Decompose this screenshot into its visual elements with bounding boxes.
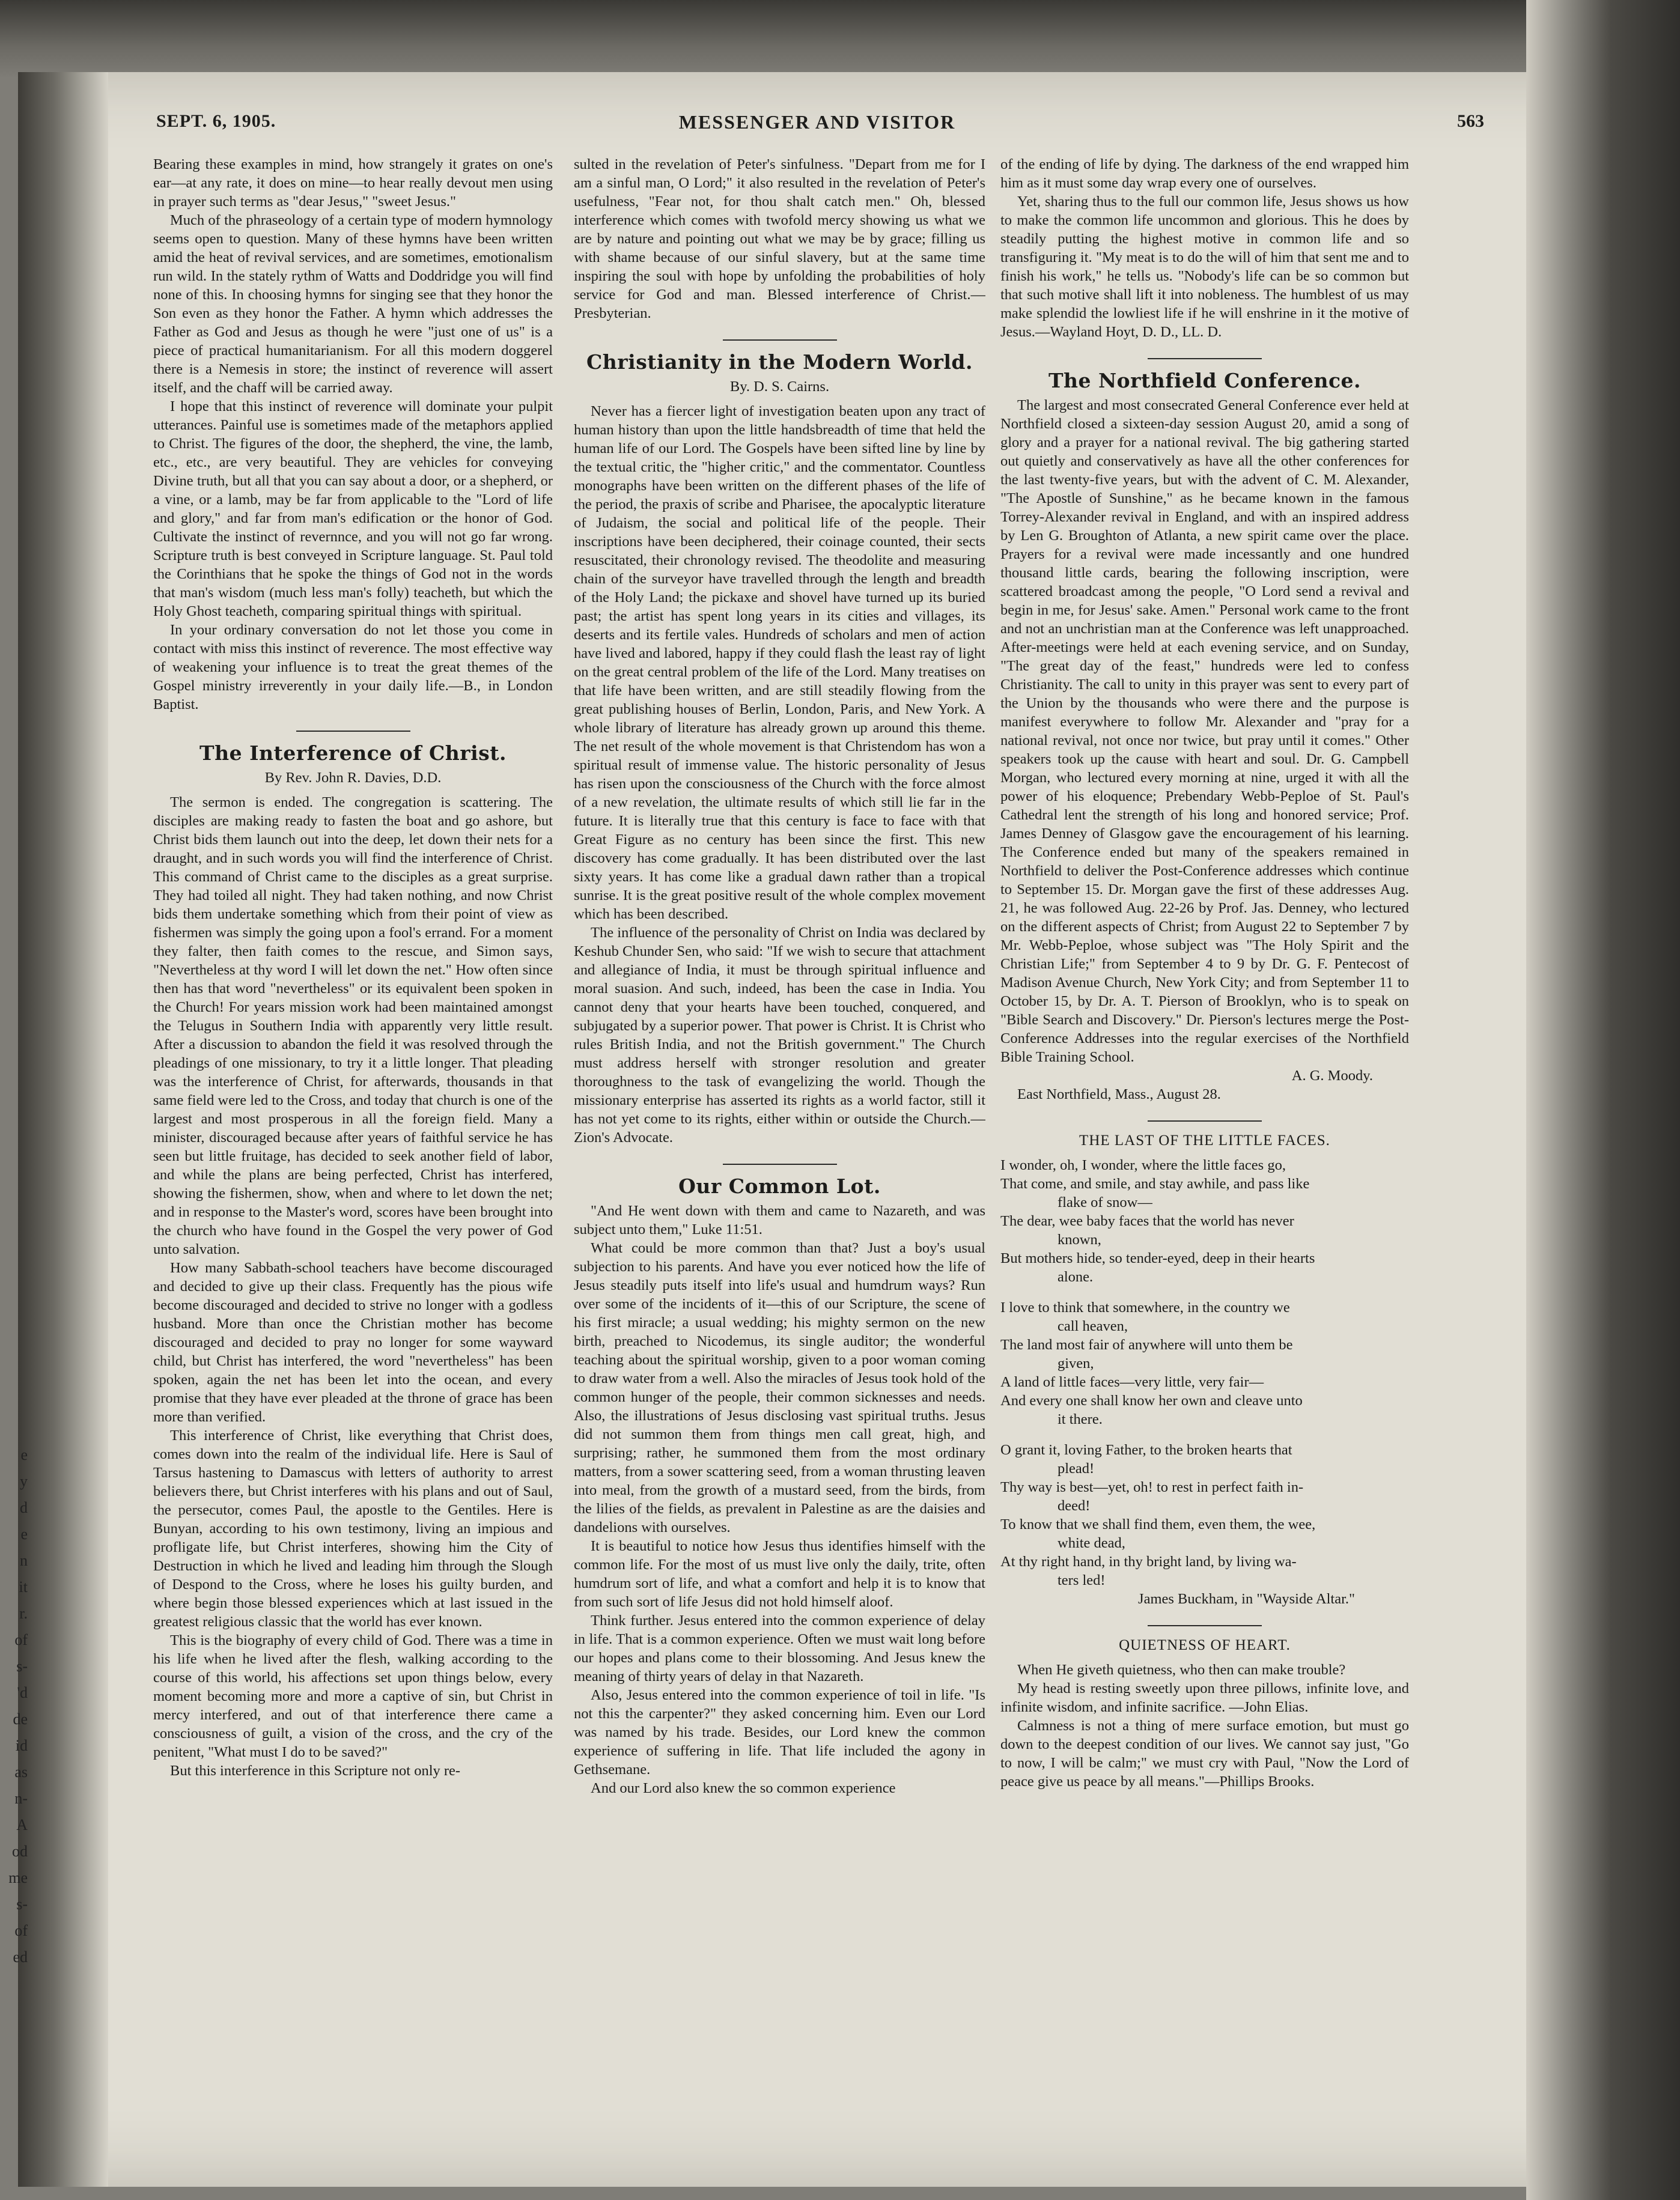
scan-right-edge (1526, 0, 1680, 2200)
paragraph: "And He went down with them and came to Nazareth, and was subject unto them," Luke 11:51. (574, 1203, 985, 1238)
paragraph: of the ending of life by dying. The darkness of the end wrapped him him as it must some day wrap every one of ourselves. (1000, 156, 1409, 191)
common-lot-continuation-text (1000, 155, 1409, 341)
section-divider (1148, 1625, 1262, 1626)
poem-line: The dear, wee baby faces that the world has never (1000, 1213, 1294, 1229)
article-title-christianity: Christianity in the Modern World. (586, 350, 973, 374)
margin-fragment: de (13, 1710, 28, 1728)
poem-line: it there. (1058, 1411, 1103, 1427)
paragraph: It is beautiful to notice how Jesus thus identifies himself with the common life. For the most of us must live only the daily, trite, often humdrum sort of life, and what a comfort and help it is to know that from such sort of life Jesus did not hold himself aloof. (574, 1538, 985, 1610)
paragraph: Bearing these examples in mind, how strangely it grates on one's ear—at any rate, it does on mine—to hear really devout men using in prayer such terms as "dear Jesus," "sweet Jesus." (153, 156, 553, 210)
paragraph: Calmness is not a thing of mere surface emotion, but must go down to the deepest condition of our lives. We cannot say just, "Go to now, I will be calm;" we must cry with Paul, "Now the Lord of peace give us peace by all means."—Phillips Brooks. (1000, 1718, 1409, 1790)
article-title-common-lot: Our Common Lot. (678, 1174, 881, 1198)
article-title-interference: The Interference of Christ. (199, 741, 507, 765)
section-divider (723, 1164, 837, 1165)
margin-fragment: od (12, 1843, 28, 1860)
poem-line: call heaven, (1058, 1318, 1128, 1334)
poem-line: flake of snow— (1058, 1194, 1152, 1211)
margin-fragment: A (16, 1816, 28, 1834)
margin-fragment: me (8, 1869, 28, 1886)
margin-fragment: 'd (17, 1684, 28, 1701)
paragraph: This is the biography of every child of God. There was a time in his life when he lived after the flesh, walking according to the course of this world, his affections set upon things below, every moment becoming more and more a captive of sin, but Christ in mercy interfered, and out of that interference there came a consciousness of guilt, a vision of the cross, and the cry of the penitent, "What must I do to be saved?" (153, 1632, 553, 1760)
section-divider (1148, 1120, 1262, 1122)
poem-credit: James Buckham, in "Wayside Altar." (1138, 1591, 1355, 1607)
poem-line (1000, 1286, 1409, 1298)
paragraph: What could be more common than that? Just a boy's usual subjection to his parents. And have you ever noticed how the life of Jesus steadily puts itself into life's usual and humdrum ways? Run over some of the incidents of it—this of our Scripture, the scene of his first miracle; a usual wedding; his mighty sermon on the new birth, preached to Nicodemus, its single auditor; the wonderful teaching about the spiritual worship, given to a poor woman coming to draw water from a well. Also the miracles of Jesus took hold of the common hunger of the people, their common sicknesses and needs. Also, the illustrations of Jesus disclosing vast spiritual truths. Jesus did not summon them from things men call great, high, and surprising; rather, he summoned them from the most ordinary matters, from a sower scattering seed, from a woman thrusting leaven into meal, from the growth of a mustard seed, from the birds, from the lilies of the fields, as prevalent in Palestine as are the daisies and dandelions with ourselves. (574, 1240, 985, 1536)
signature-moody: A. G. Moody. (1291, 1068, 1373, 1084)
poem-line: But mothers hide, so tender-eyed, deep in their hearts (1000, 1250, 1315, 1266)
scan-left-edge (18, 72, 108, 2187)
margin-fragment: n (20, 1552, 28, 1569)
byline-davies: By Rev. John R. Davies, D.D. (264, 770, 442, 786)
poem-title: THE LAST OF THE LITTLE FACES. (1079, 1132, 1330, 1149)
paragraph: The influence of the personality of Christ on India was declared by Keshub Chunder Sen, who said: "If we wish to secure that attachment and allegiance of India, it must be through spiritual influence and moral suasion. And such, indeed, has been the case in India. You cannot deny that your hearts have been touched, conquered, and subjugated by a superior power. That power is Christ. It is Christ who rules British India, and not the British government." The Church must address herself with stronger resolution and greater thoroughness to the task of evangelizing the world. Though the missionary enterprise has asserted its rights as a world factor, still it has not yet come to its rights, either within or outside the Church.—Zion's Advocate. (574, 925, 985, 1146)
column-3 (1000, 155, 1409, 2174)
quietness-text (1000, 1661, 1409, 1791)
margin-fragment: it (19, 1578, 28, 1596)
byline-cairns: By. D. S. Cairns. (729, 378, 830, 395)
margin-fragment: ed (13, 1948, 28, 1966)
margin-fragment: d (20, 1499, 28, 1516)
paragraph: And our Lord also knew the so common experience (591, 1780, 896, 1796)
margin-fragment: as (14, 1763, 28, 1781)
section-divider (1148, 358, 1262, 359)
poem-line: alone. (1058, 1269, 1094, 1285)
paragraph: This interference of Christ, like everything that Christ does, comes down into the realm of the individual life. Here is Saul of Tarsus hastening to Damascus with letters of authority to arrest believers there, but Christ interferes with his plans and out of Saul, the persecutor, comes Paul, the apostle to the Gentiles. Here is Bunyan, according to his own testimony, living an impious and profligate life, but Christ interferes, showing him the City of Destruction in which he lived and leading him through the Slough of Despond to the Cross, where he loses his guilty burden, and where begin those blessed experiences which at last issued in the greatest religious classic that the world has ever known. (153, 1427, 553, 1630)
reverence-essay-text (153, 155, 553, 714)
left-margin-fragments (0, 1442, 28, 2103)
paragraph: sulted in the revelation of Peter's sinfulness. "Depart from me for I am a sinful man, O Lord;" it also resulted in the revelation of Peter's usefulness, "Fear not, for thou shalt catch men." Oh, blessed interference which comes with twofold mercy showing us what we are by nature and pointing out what we may be by grace; filling us with shame because of our sinful slavery, but at the same time inspiring the soul with hope by unfolding the probabilities of holy service for God and man. Blessed interference of Christ.—Presbyterian. (574, 156, 985, 321)
paragraph: My head is resting sweetly upon three pillows, infinite love, and infinite wisdom, and infinite sacrifice. —John Elias. (1000, 1680, 1409, 1715)
poem-line: And every one shall know her own and cleave unto (1000, 1393, 1303, 1409)
margin-fragment: r. (19, 1605, 28, 1622)
margin-fragment: n- (14, 1790, 28, 1807)
margin-fragment: s- (16, 1658, 28, 1675)
poem-line: To know that we shall find them, even them, the wee, (1000, 1516, 1316, 1533)
article-title-northfield: The Northfield Conference. (1048, 369, 1362, 392)
paragraph: Yet, sharing thus to the full our common life, Jesus shows us how to make the common life uncommon and glorious. This he does by steadily putting the highest motive in common life and so transfiguring it. "My meat is to do the will of him that sent me and to finish his work," he tells us. "Nobody's life can be so common but that such motive shall lift it into nobleness. The humblest of us may make splendid the lowliest life if he will enshrine in it the motive of Jesus.—Wayland Hoyt, D. D., LL. D. (1000, 193, 1409, 340)
paragraph: The sermon is ended. The congregation is scattering. The disciples are making ready to fasten the boat and go ashore, but Christ bids them launch out into the deep, let down their nets for a draught, and in such words you will find the interference of Christ. This command of Christ came to the disciples as a great surprise. They had toiled all night. They had taken nothing, and now Christ bids them undertake something which from their point of view as fishermen was simply the going upon a fool's errand. For a moment they falter, then faith comes to the rescue, and Simon says, "Nevertheless at thy word I will let down the net." How often since then has that word "nevertheless" or its equivalent been spoken in the Church! For years mission work had been maintained amongst the Telugus in Southern India with apparently very little result. After a discussion to abandon the field it was resolved through the pleadings of one missionary, to try it a little longer. That pleading was the interference of Christ, for afterwards, thousands in that same field were led to the Cross, and today that church is one of the largest and most prosperous in all the foreign field. Many a minister, discouraged because after years of faithful service he has seen but little fruitage, has decided to seek another field of labor, and while the plans are being perfected, Christ has interfered, showing the fishermen, show, when and where to let down the net; and in response to the Master's word, scores have been brought into the church who have found in the Gospel the very power of God unto salvation. (153, 794, 553, 1257)
interference-article-text (153, 793, 553, 1780)
poem-line: At thy right hand, in thy bright land, by living wa- (1000, 1554, 1297, 1570)
margin-fragment: y (20, 1472, 28, 1490)
publication-title: MESSENGER AND VISITOR (678, 111, 956, 133)
poem-line: I wonder, oh, I wonder, where the little faces go, (1000, 1157, 1286, 1173)
paragraph: The largest and most consecrated General Conference ever held at Northfield closed a sixteen-day session August 20, amid a song of glory and a prayer for a national revival. The big gathering started out quietly and conservatively as have all the other conferences for the last twenty-five years, but with the advent of C. M. Alexander, "The Apostle of Sunshine," as he became known in the famous Torrey-Alexander revival in England, and with an inspired address by Len G. Broughton of Atlanta, a new spirit came over the place. Prayers for a revival were made incessantly and one hundred thousand little cards, bearing the following inscription, were scattered broadcast among the people, "O Lord send a revival and begin in me, for Jesus' sake. Amen." Personal work came to the front and not an unchristian man at the Conference was left unapproached. After-meetings were held at each evening service, and on Sunday, "The great day of the feast," hundreds were led to confess Christianity. The call to unity in this prayer was sent to every part of the Union by the thousands who were there and the purpose is manifest everywhere to follow Mr. Alexander and "pray for a national revival, not once nor twice, but pray until it comes." Other speakers took up the cause with heart and soul. Dr. G. Campbell Morgan, who lectured every morning at nine, urged it with all the power of his eloquence; Prebendary Webb-Peploe of St. Paul's Cathedral lent the strength of his long and honored service; Prof. James Denney of Glasgow gave the encouragement of his learning. The Conference ended but many of the speakers remained in Northfield to deliver the Post-Conference addresses which continue to September 15. Dr. Morgan gave the first of these addresses Aug. 21, he was followed Aug. 22-26 by Prof. Jas. Denney, who lectured on the different aspects of Christ; from August 22 to September 7 by Mr. Webb-Peploe, whose subject was "The Holy Spirit and the Christian Life;" from September 4 to 9 by Dr. G. F. Pentecost of Madison Avenue Church, New York City; and from September 11 to October 15, by Dr. A. T. Pierson of Brooklyn, who is to speak on "Bible Search and Discovery." Dr. Pierson's lectures merge the Post-Conference Addresses into the regular exercises of the Northfield Bible Training School. (1000, 397, 1409, 1065)
section-divider (723, 339, 837, 341)
paragraph: I hope that this instinct of reverence will dominate your pulpit utterances. Painful use is sometimes made of the metaphors applied to Christ. The figures of the door, the shepherd, the vine, the lamb, etc., etc., are very beautiful. They are vehicles for conveying Divine truth, but all that you can say about a door, or a shepherd, or a vine, or a lamb, may be far from applicable to the "Lord of life and glory," and far from man's edification or the honor of God. Cultivate the instinct of revernnce, and you will not go far wrong. Scripture truth is best conveyed in Scripture language. St. Paul told the Corinthians that he spoke the things of God not in the words that man's wisdom (much less man's folly) teacheth, but which the Holy Ghost teacheth, comparing spiritual things with spiritual. (153, 398, 553, 619)
poem-line: A land of little faces—very little, very fair— (1000, 1374, 1264, 1390)
poem-line: deed! (1058, 1498, 1091, 1514)
interference-continuation-text (574, 155, 985, 323)
poem-line: I love to think that somewhere, in the country we (1000, 1299, 1290, 1316)
poem-line: Thy way is best—yet, oh! to rest in perfect faith in- (1000, 1479, 1304, 1495)
dateline-northfield: East Northfield, Mass., August 28. (1017, 1086, 1221, 1102)
poem-line (1000, 1429, 1409, 1441)
northfield-article-text (1000, 396, 1409, 1066)
poem-last-little-faces (1000, 1156, 1409, 1590)
margin-fragment: of (14, 1922, 28, 1939)
paragraph: In your ordinary conversation do not let those you come in contact with miss this instinct of reverence. The most effective way of weakening your influence is to treat the great themes of the Gospel ministry irreverently in your daily life.—B., in London Baptist. (153, 622, 553, 713)
paragraph: How many Sabbath-school teachers have become discouraged and decided to give up their class. Frequently has the pious wife become discouraged and decided to strive no longer with a godless husband. More than once the Christian mother has become discouraged and decided to pray no longer for some wayward child, but Christ has interfered, the word "nevertheless" has been spoken, again the net has been let into the ocean, and every promise that they have ever pleaded at the throne of grace has been more than verified. (153, 1260, 553, 1425)
poem-line: ters led! (1058, 1572, 1106, 1588)
quietness-title: QUIETNESS OF HEART. (1119, 1637, 1291, 1653)
section-divider (296, 731, 410, 732)
paragraph: Much of the phraseology of a certain type of modern hymnology seems open to question. Many of these hymns have been written amid the heat of revival services, and are sometimes, emotionalism run wild. In the stately rythm of Watts and Doddridge you will find none of this. In choosing hymns for singing see that they honor the Son even as they honor the Father. A hymn which addresses the Father as God and Jesus as though he were "just one of us" is a piece of practical humanitarianism. For all this modern doggerel there is a Nemesis in store; the instinct of reverence will assert itself, and the chaff will be carried away. (153, 212, 553, 396)
margin-fragment: e (20, 1525, 28, 1543)
page-number: 563 (1457, 111, 1484, 131)
scan-top-shadow (0, 0, 1680, 78)
column-2 (574, 155, 985, 2174)
poem-line: That come, and smile, and stay awhile, and pass like (1000, 1176, 1310, 1192)
paragraph: Never has a fiercer light of investigation beaten upon any tract of human history than upon the little handsbreadth of time that held the human life of our Lord. The Gospels have been sifted line by line by the textual critic, the "higher critic," and the commentator. Countless monographs have been written on the different phases of the life of the period, the praxis of scribe and Pharisee, the apocalyptic literature of Judaism, the social and political life of the people. Their inscriptions have been deciphered, their coinage counted, their sects resuscitated, their chronology revised. The theodolite and measuring chain of the surveyor have travelled through the length and breadth of the Holy Land; the pickaxe and shovel have turned up its buried past; the artist has spent long years in its cities and villages, its deserts and its fertile vales. Hundreds of scholars and men of action have lived and labored, happy if they could flash the least ray of light on the great central problem of the life of the Lord. Many treatises on that life have been written, and are still steadily flowing from the great publishing houses of Berlin, London, Paris, and New York. A whole library of literature has already grown up around this theme. The net result of the whole movement is that Christendom has won a spiritual result of immense value. The historic personality of Jesus has risen upon the consciousness of the Church with the force almost of a new revelation, the ultimate results of which still lie far in the future. It is literally true that this century is face to face with that Great Figure as no century has been since the first. This new discovery has come gradually. It has been distributed over the last sixty years. It has come like a gradual dawn rather than a tropical sunrise. It is the great positive result of the whole complex movement which has been described. (574, 403, 985, 922)
issue-date: SEPT. 6, 1905. (156, 111, 276, 131)
column-1 (153, 155, 553, 2174)
common-lot-article-text (574, 1202, 985, 1797)
margin-fragment: s- (16, 1895, 28, 1913)
poem-line: plead! (1058, 1460, 1095, 1477)
margin-fragment: of (14, 1631, 28, 1648)
poem-line: The land most fair of anywhere will unto them be (1000, 1337, 1293, 1353)
margin-fragment: id (15, 1737, 28, 1754)
christianity-article-text (574, 402, 985, 1147)
poem-line: known, (1058, 1232, 1101, 1248)
poem-line: white dead, (1058, 1535, 1125, 1551)
paragraph: Think further. Jesus entered into the common experience of delay in life. That is a common experience. Often we must wait long before our hopes and plans come to their blossoming. And Jesus knew the meaning of thirty years of delay in that Nazareth. (574, 1612, 985, 1685)
poem-line: given, (1058, 1355, 1094, 1372)
masthead (138, 111, 1496, 141)
paragraph: When He giveth quietness, who then can make trouble? (1017, 1662, 1346, 1678)
paragraph: Also, Jesus entered into the common experience of toil in life. "Is not this the carpenter?" they asked concerning him. Even our Lord was named by his trade. Besides, our Lord knew the common experience of suffering in life. That life included the agony in Gethsemane. (574, 1687, 985, 1778)
margin-fragment: e (20, 1446, 28, 1463)
poem-line: O grant it, loving Father, to the broken hearts that (1000, 1442, 1292, 1458)
paragraph: But this interference in this Scripture not only re- (170, 1763, 461, 1779)
